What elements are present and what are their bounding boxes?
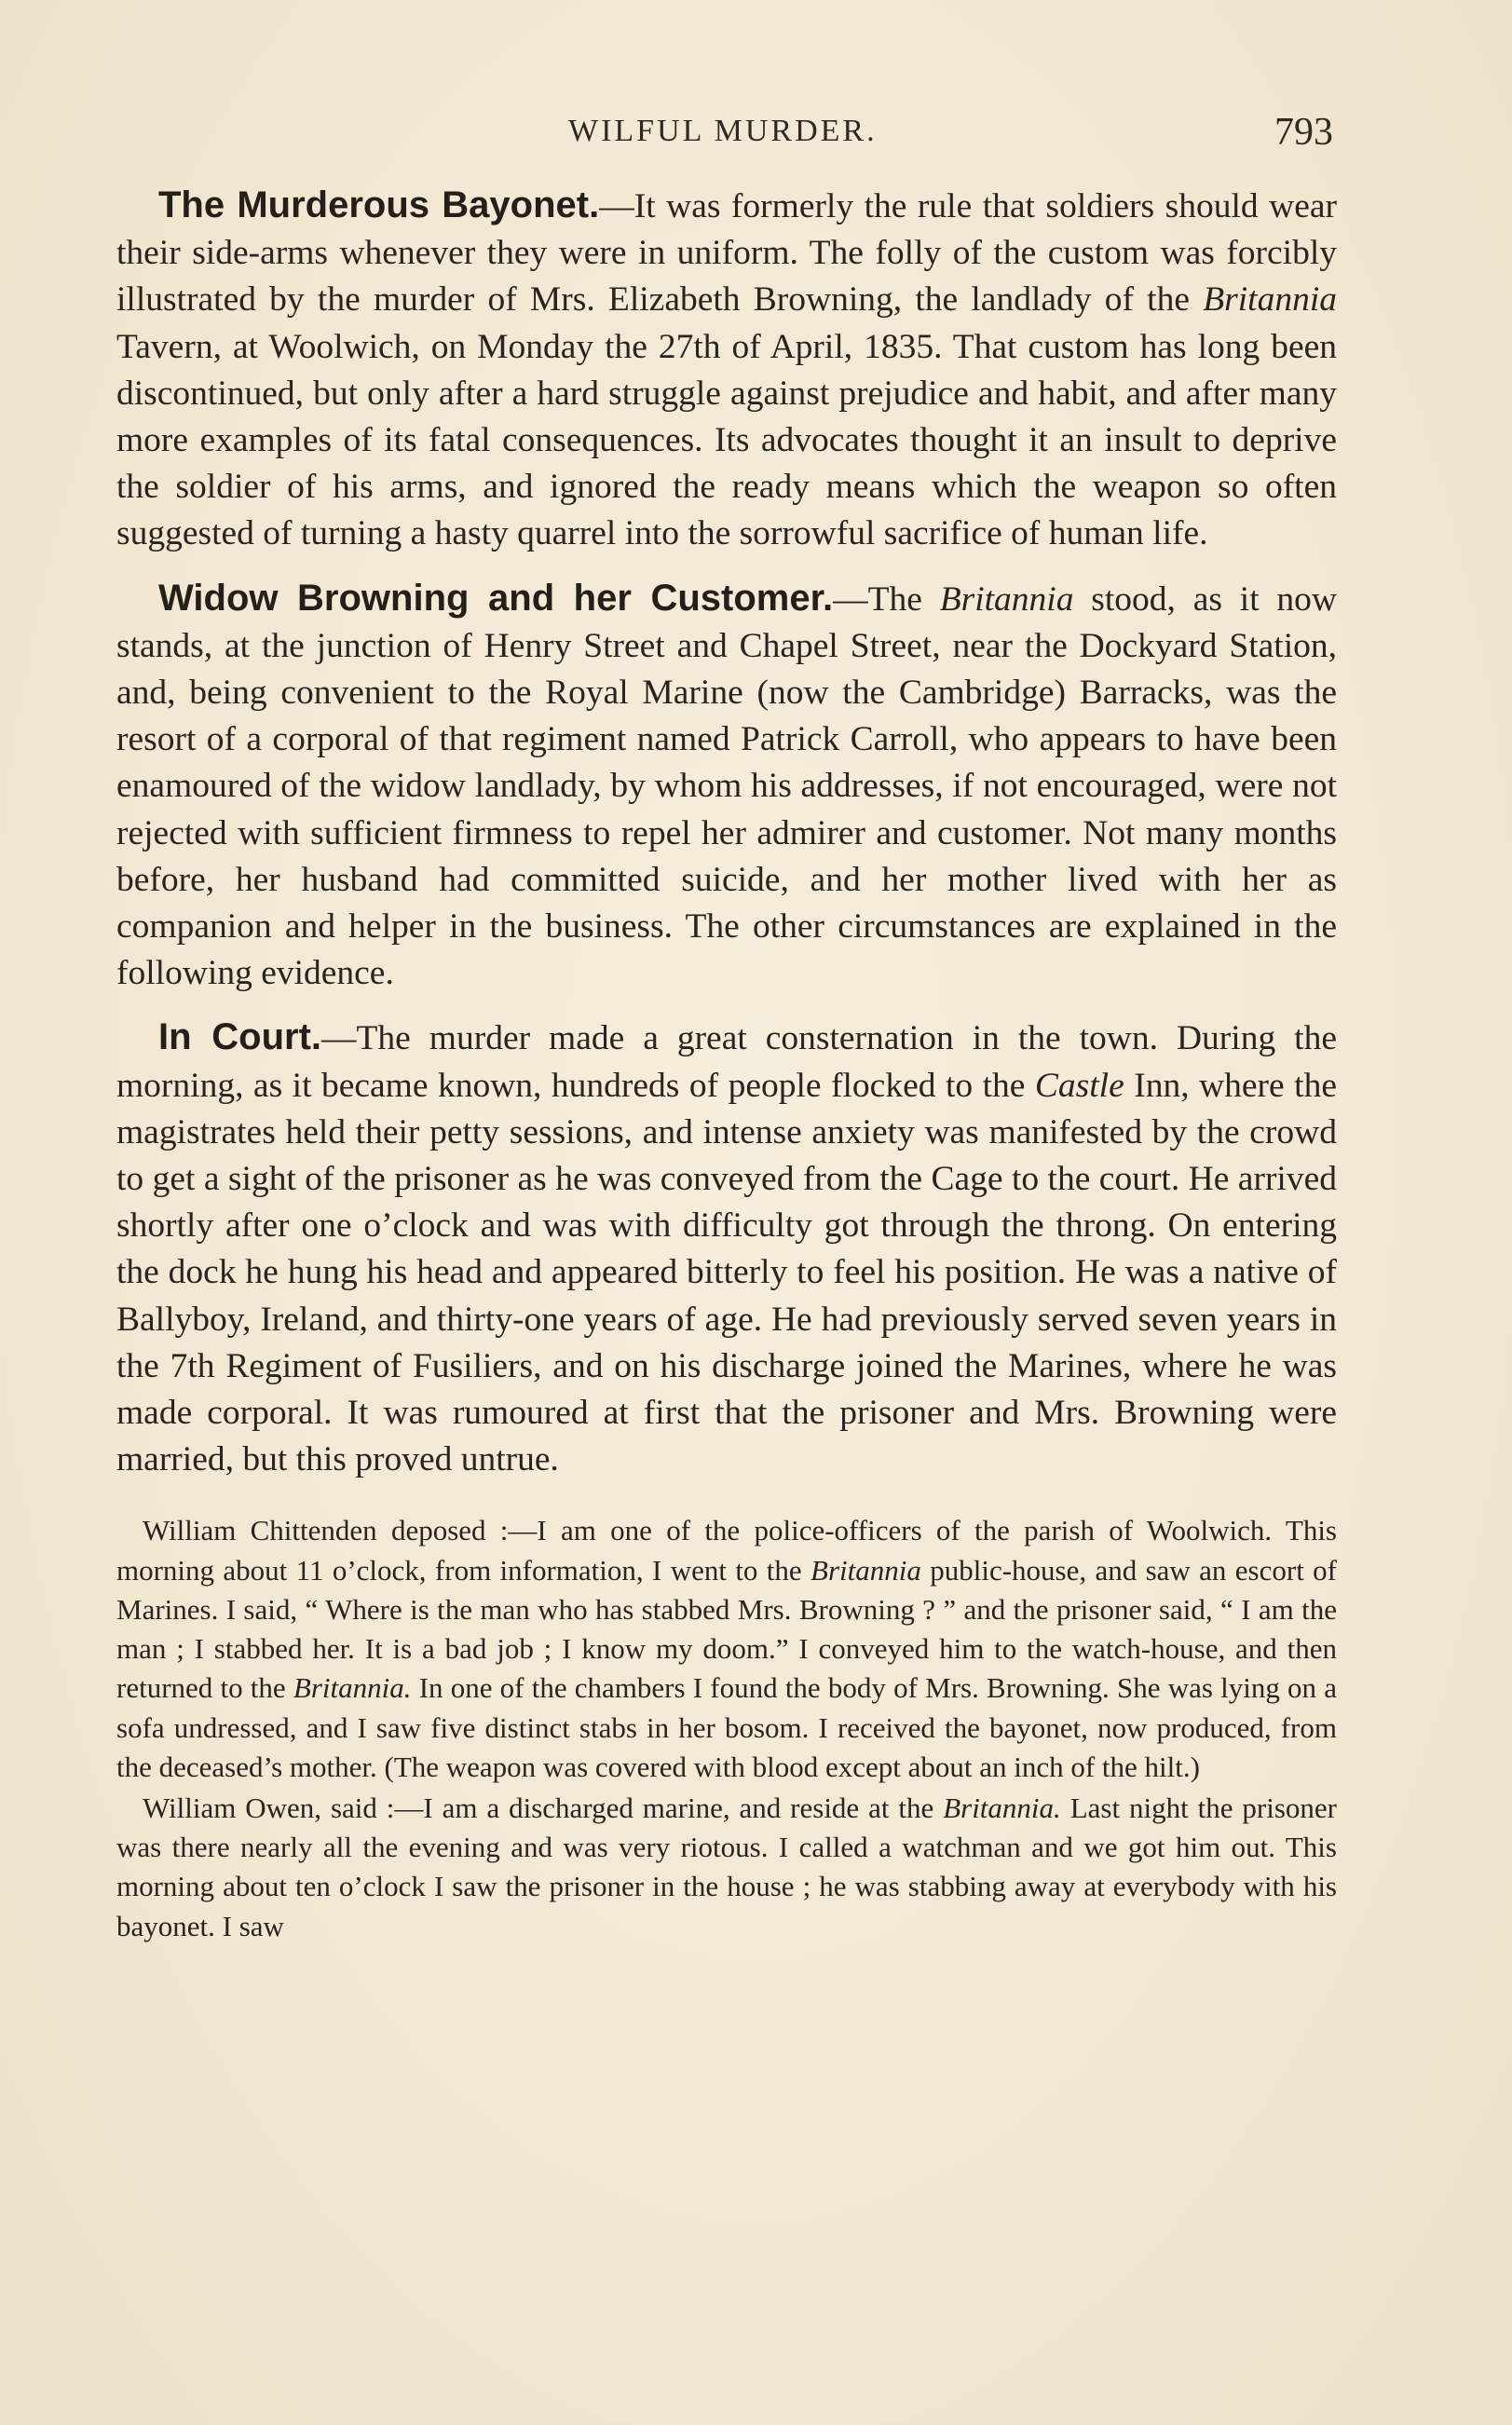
- section-text: —It was formerly the rule that soldiers should wear their side-arms whenever they were in uniform. The folly of the custom was forcibly illustrated by the murder of Mrs. Elizabeth Browning, the landlady of the: [116, 187, 1337, 320]
- evidence-text: Last night the prisoner was there nearly all the evening and was very riotous. I called a watchman and we got him out. This morning about ten o’clock I saw the prisoner in the house ; he was stabbing away at everybody with his bayonet. I saw: [116, 1791, 1337, 1942]
- italic-text: Britannia: [810, 1553, 921, 1587]
- section-murderous-bayonet: [116, 182, 1337, 558]
- body-text: [116, 182, 1337, 1948]
- italic-text: Britannia: [939, 579, 1074, 619]
- section-text: —The murder made a great consternation in the town. During the morning, as it became known, hundreds of people flocked to the: [116, 1019, 1337, 1105]
- page-number: 793: [1274, 111, 1333, 154]
- evidence-text: William Chittenden deposed :—I am one of the police-officers of the parish of Woolwich. This morning about 11 o’clock, from information, I went to the: [116, 1514, 1337, 1587]
- section-heading: Widow Browning and her Customer.: [158, 577, 834, 619]
- evidence-block: [116, 1511, 1337, 1945]
- section-text: —The: [833, 579, 940, 619]
- evidence-owen: [116, 1789, 1337, 1946]
- running-head: WILFUL MURDER.: [568, 114, 878, 148]
- italic-text: Britannia.: [943, 1791, 1061, 1824]
- section-text: Inn, where the magistrates held their petty sessions, and intense anxiety was manifested by the crowd to get a sight of the prisoner as he was conveyed from the Cage to the court. He arrived shortly after one o’clock and was with difficulty got through the throng. On entering the dock he hung his head and appeared bitterly to feel his position. He was a native of Ballyboy, Ireland, and thirty-one years of age. He had previously served seven years in the 7th Regiment of Fusiliers, and on his discharge joined the Marines, where he was made corporal. It was rumoured at first that the prisoner and Mrs. Browning were married, but this proved untrue.: [116, 1066, 1337, 1479]
- section-text: stood, as it now stands, at the junction of Henry Street and Chapel Street, near the Dockyard Station, and, being convenient to the Royal Marine (now the Cambridge) Barracks, was the resort of a corporal of that regiment named Patrick Carroll, who appears to have been enamoured of the widow landlady, by whom his addresses, if not encouraged, were not rejected with sufficient firmness to repel her admirer and customer. Not many months before, her husband had committed suicide, and her mother lived with her as companion and helper in the business. The other circumstances are explained in the following evidence.: [116, 579, 1338, 993]
- italic-text: Britannia: [1203, 280, 1337, 320]
- section-widow-browning: [116, 575, 1337, 998]
- section-heading: The Murderous Bayonet.: [158, 184, 600, 225]
- section-text: Tavern, at Woolwich, on Monday the 27th of April, 1835. That custom has long been discontinued, but only after a hard struggle against prejudice and habit, and after many more examples of its fatal consequences. Its advocates thought it an insult to deprive the soldier of his arms, and ignored the ready means which the weapon so often suggested of turning a hasty quarrel into the sorrowful sacrifice of human life.: [116, 327, 1337, 553]
- italic-text: Britannia.: [293, 1671, 412, 1705]
- evidence-text: William Owen, said :—I am a discharged marine, and reside at the: [143, 1791, 944, 1824]
- evidence-text: public-house, and saw an escort of Marines. I said, “ Where is the man who has stabbed Mrs. Browning ? ” and the prisoner said, “ I am the man ; I stabbed her. It is a bad job ; I know my doom.” I conveyed him to the watch-house, and then returned to the: [116, 1553, 1337, 1705]
- evidence-text: In one of the chambers I found the body of Mrs. Browning. She was lying on a sofa undressed, and I saw five distinct stabs in her bosom. I received the bayonet, now produced, from the deceased’s mother. (The weapon was covered with blood except about an inch of the hilt.): [116, 1671, 1338, 1783]
- italic-text: Castle: [1034, 1066, 1124, 1105]
- section-heading: In Court.: [158, 1016, 322, 1058]
- section-in-court: [116, 1014, 1337, 1483]
- evidence-chittenden: [116, 1511, 1337, 1786]
